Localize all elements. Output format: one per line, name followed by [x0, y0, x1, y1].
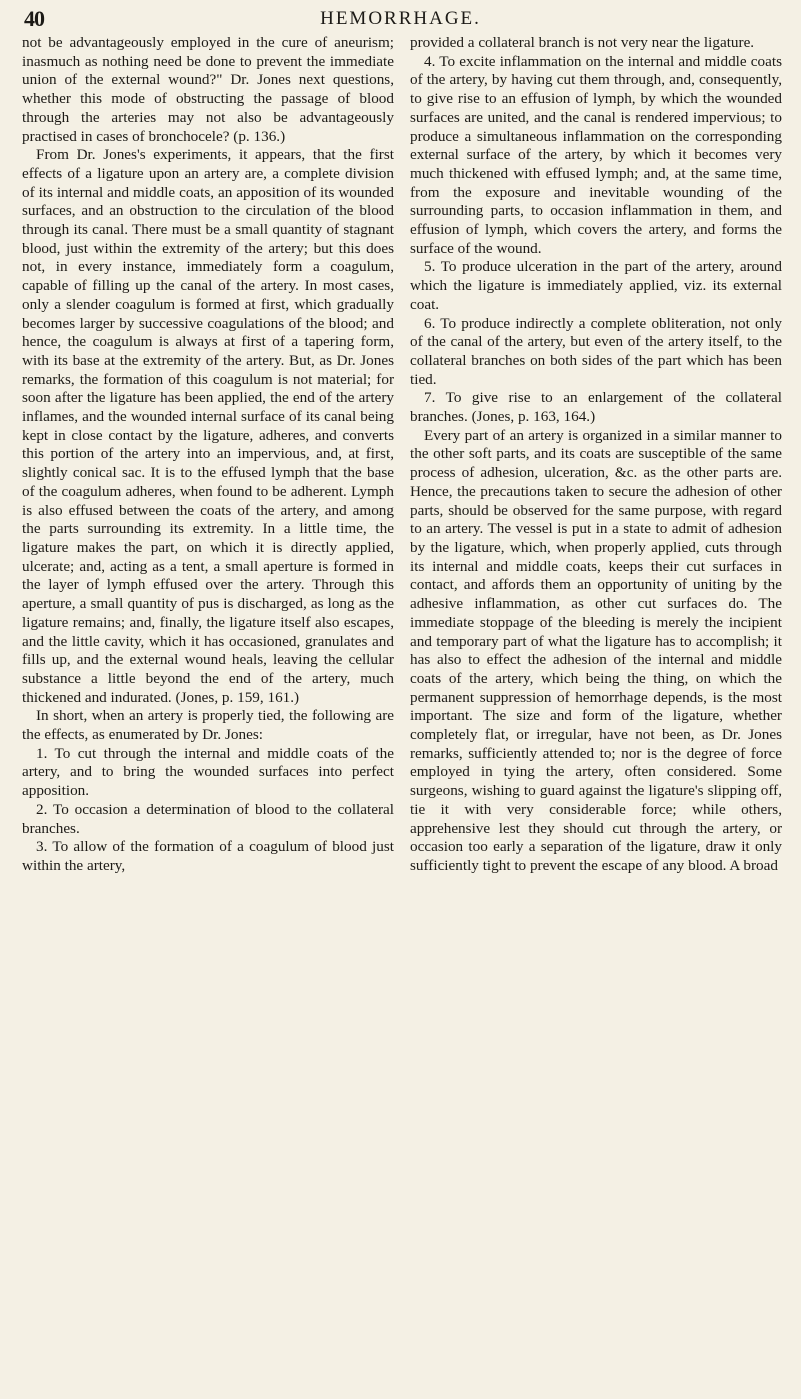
list-item: 2. To occasion a determination of blood to the collateral branches. [22, 800, 394, 837]
list-item: 7. To give rise to an enlargement of the collateral branches. (Jones, p. 163, 164.) [410, 389, 782, 426]
list-item: 4. To excite inflammation on the internal and middle coats of the artery, by having cut them through, and, consequently, to give rise to an effusion of lymph, by which the wounded surfaces are united, and the canal is rendered impervious; to produce a simultaneous inflammation on the corresponding external surface of the artery, by which it becomes very much thickened with effused lymph; and, at the same time, from the exposure and inevitable wounding of the surrounding parts, to occasion inflammation in them, and effusion of lymph, which covers the artery, and forms the surface of the wound. [410, 52, 782, 257]
paragraph: From Dr. Jones's experiments, it appears, that the first effects of a ligature upon an artery are, a complete division of its internal and middle coats, an apposition of its wounded surfaces, and an obstruction to the circulation of the blood through its canal. There must be a small quantity of stagnant blood, just within the extremity of the artery; but this does not, in every instance, immediately form a coagulum, capable of filling up the canal of the artery. In most cases, only a slender coagulum is formed at first, which gradually becomes larger by successive coagulations of the blood; and hence, the coagulum is always at first of a tapering form, with its base at the extremity of the artery. But, as Dr. Jones remarks, the formation of this coagulum is not material; for soon after the ligature has been applied, the end of the artery inflames, and the wounded internal surface of its canal being kept in close contact by the ligature, adheres, and converts this portion of the artery into an impervious, and, at first, slightly conical sac. It is to the effused lymph that the base of the coagulum adheres, when found to be adherent. Lymph is also effused between the coats of the artery, and among the parts surrounding its extremity. In a little time, the ligature makes the part, on which it is directly applied, ulcerate; and, acting as a tent, a small aperture is formed in the layer of lymph effused over the artery. Through this aperture, a small quantity of pus is discharged, as long as the ligature remains; and, finally, the ligature itself also escapes, and the little cavity, which it has occasioned, granulates and fills up, and the external wound heals, leaving the cellular substance a little beyond the end of the artery, much thickened and indurated. (Jones, p. 159, 161.) [22, 146, 394, 706]
paragraph: In short, when an artery is properly tied, the following are the effects, as enumerated by Dr. Jones: [22, 707, 394, 744]
paragraph: Every part of an artery is organized in a similar manner to the other soft parts, and its coats are susceptible of the same process of adhesion, ulceration, &c. as the other parts are. Hence, the precautions taken to secure the adhesion of other parts, should be observed for the same purpose, with regard to an artery. The vessel is put in a state to admit of adhesion by the ligature, which, when properly applied, cuts through its internal and middle coats, keeps their cut surfaces in contact, and affords them an opportunity of uniting by the adhesive inflammation, as other cut surfaces do. The immediate stoppage of the bleeding is merely the incipient and temporary part of what the ligature has to accomplish; it has also to effect the adhesion of the internal and middle coats of the artery, which being the thing, on which the permanent suppression of hemorrhage depends, is the most important. The size and form of the ligature, whether completely flat, or irregular, have not been, as Dr. Jones remarks, sufficiently attended to; nor is the degree of force employed in tying the artery, often considered. Some surgeons, wishing to guard against the ligature's slipping off, tie it with very considerable force; while others, apprehensive lest they should cut through the artery, or occasion too early a separation of the ligature, draw it only sufficiently tight to prevent the escape of any blood. A broad [410, 426, 782, 874]
left-column [22, 34, 394, 1384]
page-number: 40 [24, 6, 44, 31]
text-columns [22, 34, 782, 1384]
running-title: HEMORRHAGE. [320, 8, 481, 29]
list-item: 1. To cut through the internal and middle coats of the artery, and to bring the wounded surfaces into perfect apposition. [22, 744, 394, 800]
page-header [24, 4, 777, 34]
list-item: 5. To produce ulceration in the part of the artery, around which the ligature is immediately applied, viz. its external coat. [410, 258, 782, 313]
right-column [410, 34, 782, 1384]
list-item: 6. To produce indirectly a complete obliteration, not only of the canal of the artery, but even of the artery itself, to the collateral branches on both sides of the part which has been tied. [410, 314, 782, 388]
paragraph: provided a collateral branch is not very near the ligature. [410, 34, 755, 51]
paragraph: not be advantageously employed in the cure of aneurism; inasmuch as nothing need be done to prevent the immediate union of the external wound?" Dr. Jones next questions, whether this mode of obstructing the passage of blood through the arteries may not also be advantageously practised in cases of bronchocele? (p. 136.) [22, 34, 394, 145]
list-item: 3. To allow of the formation of a coagulum of blood just within the artery, [22, 838, 394, 874]
